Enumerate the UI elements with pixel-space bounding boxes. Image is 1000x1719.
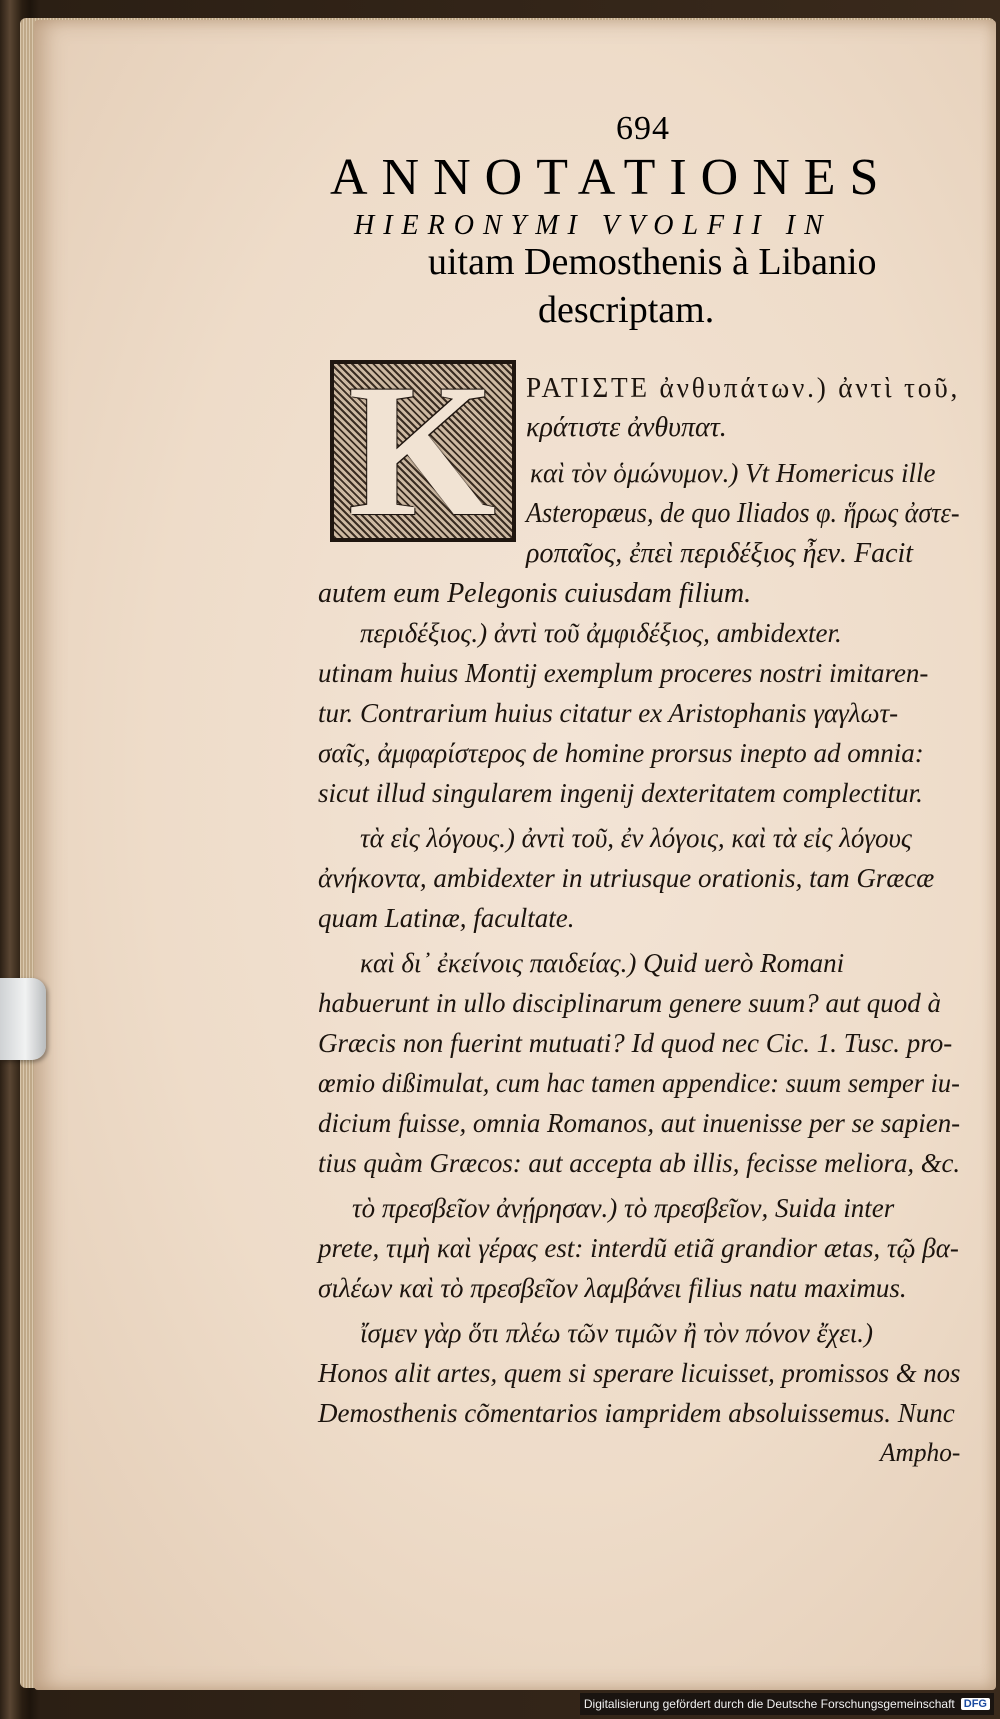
subtitle-topic: uitam Demosthenis à Libanio [428,241,877,283]
text-line: quam Latinæ, facultate. [318,903,575,933]
text-line: καὶ τὸν ὁμώνυμον.) Vt Homericus ille [530,458,936,488]
text-line: περιδέξιος.) ἀντὶ τοῦ ἀμφιδέξιος, ambidexter. [360,618,842,648]
text-line: ἴσμεν γὰρ ὅτι πλέω τῶν τιμῶν ἢ τὸν πόνον ἔχει.) [360,1318,874,1348]
decorated-initial [330,346,516,556]
text-line: tius quàm Græcos: aut accepta ab illis, fecisse meliora, &c. [318,1148,961,1178]
text-line: sicut illud singularem ingenij dexteritatem complectitur. [318,778,923,808]
text-line: Græcis non fuerint mutuati? Id quod nec Cic. 1. Tusc. pro- [318,1028,953,1058]
text-line: prete, τιμὴ καὶ γέρας est: interdũ etiã grandior ætas, τῷ βα- [318,1233,959,1263]
subtitle-end: descriptam. [538,289,715,331]
text-line: Demosthenis cõmentarios iampridem absoluissemus. Nunc [318,1398,955,1428]
text-line: σαῖς, ἀμφαρίστερος de homine prorsus inepto ad omnia: [318,738,924,768]
initial-letter: K [348,346,496,556]
page-number: 694 [616,110,670,147]
text-line: tur. Contrarium huius citatur ex Aristophanis γαγλωτ- [318,698,899,728]
page-title: ANNOTATIONES [330,149,893,206]
text-line: τὸ πρεσβεῖον ἀνῄρησαν.) τὸ πρεσβεῖον, Suida inter [352,1193,895,1223]
text-line: ἀνήκοντα, ambidexter in utriusque orationis, tam Græcæ [318,863,935,893]
text-line: habuerunt in ullo disciplinarum genere suum? aut quod à [318,988,941,1018]
dfg-logo-icon: DFG [961,1698,990,1710]
text-line: ροπαῖος, ἐπεὶ περιδέξιος ἦεν. Facit [526,538,914,569]
text-line: Ampho- [880,1438,961,1467]
text-line: autem eum Pelegonis cuiusdam filium. [318,578,752,609]
text-line: œmio dißimulat, cum hac tamen appendice: suum semper iu- [318,1068,960,1098]
text-line: dicium fuisse, omnia Romanos, aut inuenisse per se sapien- [318,1108,961,1138]
text-line: κράτιστε ἀνθυπατ. [526,412,727,443]
text-line: Asteropæus, de quo Iliados φ. ἥρως ἀστε- [526,498,960,529]
text-line: utinam huius Montij exemplum proceres nostri imitaren- [318,658,929,688]
digitization-footer [580,1693,994,1715]
page-clip [0,978,46,1060]
footer-text: Digitalisierung gefördert durch die Deutsche Forschungsgemeinschaft [583,1697,955,1711]
text-line: τὰ εἰς λόγους.) ἀντὶ τοῦ, ἐν λόγοις, καὶ τὰ εἰς λόγους [360,823,912,853]
text-line: σιλέων καὶ τὸ πρεσβεῖον λαμβάνει filius natu maximus. [318,1273,907,1303]
text-line: ΡΑΤΙΣΤΕ ἀνθυπάτων.) ἀντὶ τοῦ, [526,372,961,404]
subtitle-author: HIERONYMI VVOLFII IN [354,210,832,241]
text-line: καὶ δι᾽ ἐκείνοις παιδείας.) Quid uerò Romani [360,948,845,978]
text-line: Honos alit artes, quem si sperare licuisset, promissos & nos [318,1358,961,1388]
